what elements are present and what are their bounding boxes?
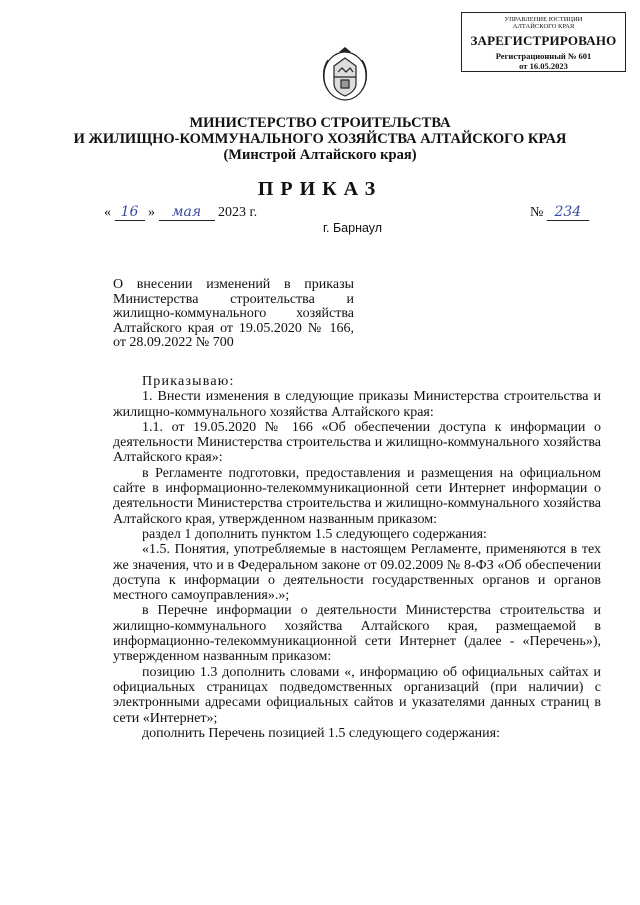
date-close-quote: » (148, 205, 155, 220)
body-paragraph: «1.5. Понятия, употребляемые в настоящем Регламенте, применяются в тех же значения, что и в Федеральном законе от 09.02.2009 № 8-ФЗ «Об обеспечении доступа к информации о деятельности государственных органов и органов местного самоуправления».»; (113, 542, 601, 604)
order-number (530, 204, 589, 221)
body-paragraph: позицию 1.3 дополнить словами «, информацию об официальных сайтах и официальных страницах подведомственных организаций (при наличии) с электронными адресами официальных сайтов и указателями данных страниц в сети «Интернет»; (113, 664, 601, 726)
body-paragraph: в Регламенте подготовки, предоставления и размещения на официальном сайте в информационно-телекоммуникационной сети Интернет информации о деятельности Министерства строительства и жилищно-коммунального хозяйства Алтайского края, утвержденном названным приказом: (113, 465, 601, 527)
body-paragraph: 1.1. от 19.05.2020 № 166 «Об обеспечении доступа к информации о деятельности Министерства строительства и жилищно-коммунального хозяйства Алтайского края»: (113, 419, 601, 466)
stamp-reg-number: Регистрационный № 601 (495, 51, 592, 61)
stamp-date: от 16.05.2023 (519, 61, 568, 71)
date-open-quote: « (104, 205, 111, 220)
order-title: ПРИКАЗ (257, 178, 383, 200)
body-paragraph: дополнить Перечень позицией 1.5 следующего содержания: (142, 725, 500, 741)
body-paragraph: в Перечне информации о деятельности Министерства строительства и жилищно-коммунального хозяйства Алтайского края, размещаемой в информационно-телекоммуникационной сети Интернет (далее - «Перечень»), утвержденном названным приказом: (113, 603, 601, 665)
date-month: мая (159, 204, 215, 221)
date-day: 16 (115, 204, 145, 221)
stamp-title: ЗАРЕГИСТРИРОВАНО (470, 33, 617, 48)
number-prefix: № (530, 205, 544, 220)
stamp-authority-line1: УПРАВЛЕНИЕ ЮСТИЦИИ (504, 16, 583, 23)
stamp-details (462, 51, 625, 71)
stamp-authority (462, 16, 625, 30)
stamp-authority-line2: АЛТАЙСКОГО КРАЯ (512, 23, 575, 30)
number-value: 234 (547, 204, 589, 221)
ministry-header (0, 115, 640, 163)
body-paragraph: Приказываю: (142, 374, 235, 389)
order-body (113, 374, 601, 741)
coat-of-arms-icon (316, 46, 374, 106)
registration-stamp (461, 12, 626, 72)
date-year: 2023 г. (218, 205, 258, 220)
order-subject: О внесении изменений в приказы Министерства строительства и жилищно-коммунального хозяйства Алтайского края от 19.05.2020 № 166, от 28.09.2022 № 700 (113, 277, 354, 350)
ministry-name-line2: И ЖИЛИЩНО-КОММУНАЛЬНОГО ХОЗЯЙСТВА АЛТАЙСКОГО КРАЯ (73, 131, 567, 147)
ministry-name-line1: МИНИСТЕРСТВО СТРОИТЕЛЬСТВА (189, 115, 451, 131)
order-date (104, 204, 257, 221)
ministry-short-name: (Минстрой Алтайского края) (223, 147, 417, 163)
body-paragraph: раздел 1 дополнить пунктом 1.5 следующего содержания: (142, 526, 487, 542)
body-paragraph: 1. Внести изменения в следующие приказы Министерства строительства и жилищно-коммунального хозяйства Алтайского края: (113, 389, 601, 420)
city: г. Барнаул (323, 221, 383, 235)
